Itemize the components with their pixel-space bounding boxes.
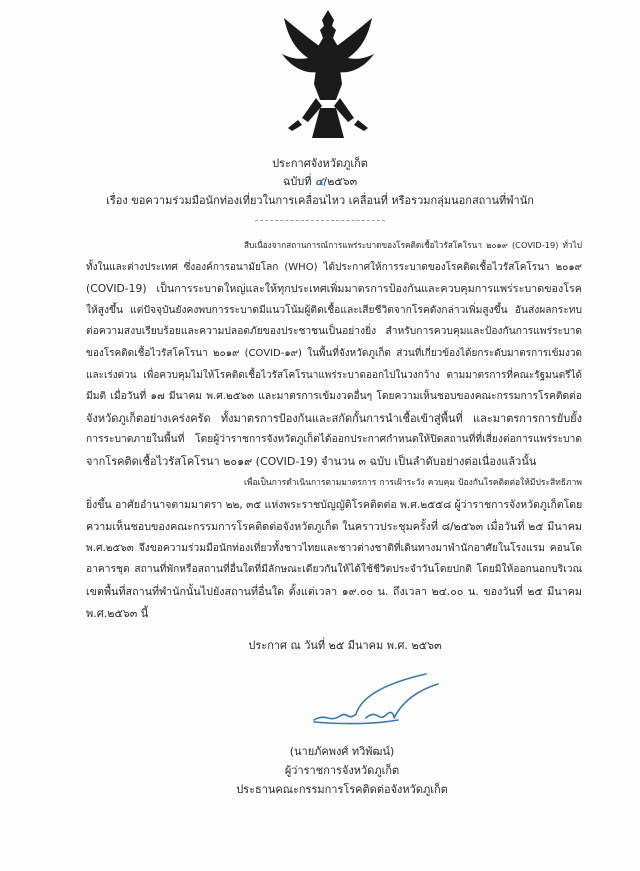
body-text-line: ของโรคติดเชื้อไวรัสโคโรนา ๒๐๑๙ (COVID-๑๙) ในพื้นที่จังหวัดภูเก็ต ส่วนที่เกี่ยวข้องได้ยกระดับมาตรการเข้มงวด — [86, 347, 582, 359]
body-text-line: เขตพื้นที่สถานที่พำนักนั้นไปยังสถานที่อื่นใด ตั้งแต่เวลา ๑๙.๐๐ น. ถึงเวลา ๒๔.๐๐ น. ของวันที่ ๒๕ มีนาคม — [86, 584, 582, 598]
body-text-line: ยิ่งขึ้น อาศัยอำนาจตามมาตรา ๒๒, ๓๕ แห่งพระราชบัญญัติโรคติดต่อ พ.ศ.๒๕๕๘ ผู้ว่าราชการจังหวัดภูเก็ตโดย — [86, 498, 582, 511]
body-text-line: มีมติ เมื่อวันที่ ๑๗ มีนาคม พ.ศ.๒๕๖๓ และมาตรการเข้มงวดอื่นๆ โดยความเห็นชอบของคณะกรรมการโรคติดต่อ — [86, 390, 582, 403]
body-text-line: จากโรคติดเชื้อไวรัสโคโรนา ๒๐๑๙ (COVID-19) จำนวน ๓ ฉบับ เป็นลำดับอย่างต่อเนื่องแล้วนั้น — [86, 454, 537, 468]
body-text-line: ต่อความสงบเรียบร้อยและความปลอดภัยของประชาชนเป็นอย่างยิ่ง สำหรับการควบคุมและป้องกันการแพร่ระบาด — [86, 325, 582, 338]
paragraph-2 — [86, 473, 582, 624]
body-text-line: สืบเนื่องจากสถานการณ์การแพร่ระบาดของโรคติดเชื้อไวรัสโคโรนา ๒๐๑๙ (COVID-19) ทั่วไป — [244, 240, 582, 250]
signer-role: ประธานคณะกรรมการโรคติดต่อจังหวัดภูเก็ต — [236, 783, 448, 796]
handwritten-number: ๔ — [315, 175, 324, 188]
body-text-line: จังหวัดภูเก็ตอย่างเคร่งครัด ทั้งมาตรการป้องกันและสกัดกั้นการนำเชื้อเข้าสู่พื้นที่ และมาตรการการยับยั้ง — [86, 411, 582, 425]
body-text-line: และเร่งด่วน เพื่อควบคุมไม่ให้โรคติดเชื้อไวรัสโคโรนาแพร่ระบาดออกไปในวงกว้าง ตามมาตรการที่คณะรัฐมนตรีได้ — [86, 369, 582, 381]
subject-line: เรื่อง ขอความร่วมมือนักท่องเที่ยวในการเคลื่อนไหว เคลื่อนที่ หรือรวมกลุ่มนอกสถานที่พำนัก — [106, 194, 534, 207]
body-text-line: เพื่อเป็นการดำเนินการตามมาตรการ การเฝ้าระวัง ควบคุม ป้องกันโรคติดต่อให้มีประสิทธิภาพ — [244, 478, 582, 488]
body-text-line: ความเห็นชอบของคณะกรรมการโรคติดต่อจังหวัดภูเก็ต ในคราวประชุมครั้งที่ ๘/๒๕๖๓ เมื่อวันที่ ๒๕ มีนาคม — [86, 520, 582, 534]
signer-title: ผู้ว่าราชการจังหวัดภูเก็ต — [284, 764, 400, 777]
paragraph-1 — [86, 235, 582, 473]
body-text-line: การระบาดภายในพื้นที่ โดยผู้ว่าราชการจังหวัดภูเก็ตได้ออกประกาศกำหนดให้ปิดสถานที่ที่เสี่ยงต่อการแพร่ระบาด — [86, 433, 582, 446]
issuer-title: ประกาศจังหวัดภูเก็ต — [272, 157, 368, 170]
announcement-number — [0, 172, 640, 190]
signature-icon — [300, 668, 440, 738]
body-text-line: ทั้งในและต่างประเทศ ซึ่งองค์การอนามัยโลก (WHO) ได้ประกาศให้การระบาดของโรคติดเชื้อไวรัสโคโรนา ๒๐๑๙ — [86, 261, 582, 273]
signer-name: (นายภัคพงศ์ ทวิพัฒน์) — [289, 745, 395, 758]
body-text-line: พ.ศ.๒๕๖๓ นี้ — [86, 606, 149, 620]
date-line: ประกาศ ณ วันที่ ๒๕ มีนาคม พ.ศ. ๒๕๖๓ — [248, 639, 442, 652]
number-label: ฉบับที่ — [282, 175, 312, 188]
body-text-line: พ.ศ.๒๕๖๓ จึงขอความร่วมมือนักท่องเที่ยวทั้งชาวไทยและชาวต่างชาติที่เดินทางมาพำนักอาศัยในโรงแรม คอนโด — [86, 541, 582, 554]
divider — [255, 220, 385, 221]
body-text-line: อาคารชุด สถานที่พักหรือสถานที่อื่นใดที่มีลักษณะเดียวกันให้ได้ใช้ชีวิตประจำวันโดยปกติ โดยมิให้ออกนอกบริเวณ — [86, 563, 582, 576]
number-year: /๒๕๖๓ — [323, 175, 358, 188]
garuda-emblem-icon — [278, 8, 378, 143]
body-text-line: ให้สูงขึ้น แต่ปัจจุบันยังคงพบการระบาดมีแนวโน้มผู้ติดเชื้อและเสียชีวิตจากโรคดังกล่าวเพิ่มสูงขึ้น อันส่งผลกระทบ — [86, 303, 582, 316]
body-text-line: (COVID-19) เป็นการระบาดใหญ่และให้ทุกประเทศเพิ่มมาตรการป้องกันและควบคุมการแพร่ระบาดของโรค — [86, 282, 582, 296]
